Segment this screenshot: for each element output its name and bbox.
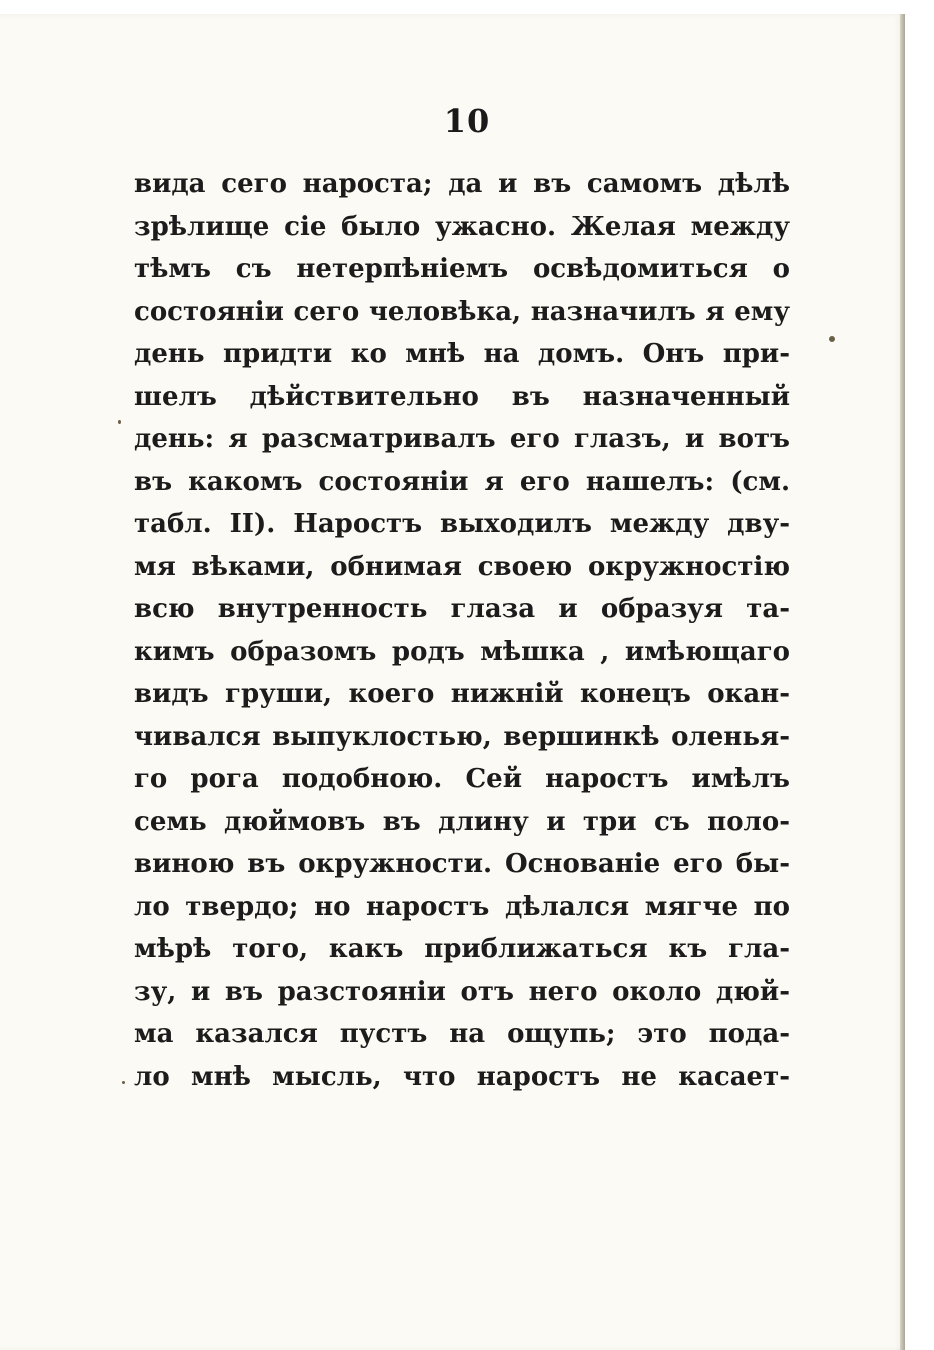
text-line: чивался выпуклостью, вершинкѣ оленья- — [134, 721, 790, 752]
page-number: 10 — [443, 102, 491, 140]
ink-speck — [118, 420, 121, 424]
ink-speck — [122, 1081, 125, 1084]
text-line: ма казался пустъ на ощупь; это пода- — [134, 1019, 790, 1049]
text-line: го рога подобною. Сей наростъ имѣлъ — [134, 764, 790, 794]
text-line: видъ груши, коего нижній конецъ окан- — [134, 679, 790, 709]
text-line: виною въ окружности. Основаніе его бы- — [134, 849, 790, 879]
text-line: шелъ дѣйствительно въ назначенный — [134, 381, 790, 412]
text-line: день: я разсматривалъ его глазъ, и вотъ — [134, 424, 790, 454]
text-line: мя вѣками, обнимая своею окружностію — [134, 551, 790, 582]
text-line: мѣрѣ того, какъ приближаться къ гла- — [134, 934, 790, 964]
text-line: вида сего нароста; да и въ самомъ дѣлѣ — [134, 169, 790, 199]
ink-speck — [829, 336, 835, 342]
text-line: день придти ко мнѣ на домъ. Онъ при- — [134, 339, 790, 369]
body-text — [134, 163, 790, 1098]
text-line: ло твердо; но наростъ дѣлался мягче по — [134, 891, 790, 922]
text-line: всю внутренность глаза и образуя та- — [134, 594, 790, 624]
text-line: тѣмъ съ нетерпѣніемъ освѣдомиться о — [134, 254, 790, 284]
text-line: кимъ образомъ родъ мѣшка , имѣющаго — [134, 636, 790, 667]
text-line: ло мнѣ мысль, что наростъ не касает- — [134, 1061, 790, 1092]
page-edge — [900, 14, 905, 1350]
text-line: семь дюймовъ въ длину и три съ поло- — [134, 806, 790, 837]
text-line: въ какомъ состояніи я его нашелъ: (см. — [134, 466, 790, 497]
text-line: состояніи сего человѣка, назначилъ я ему — [134, 296, 790, 327]
text-line: табл. II). Наростъ выходилъ между дву- — [134, 509, 790, 539]
text-line: зу, и въ разстояніи отъ него около дюй- — [134, 976, 790, 1007]
text-line: зрѣлище сіе было ужасно. Желая между — [134, 211, 790, 242]
